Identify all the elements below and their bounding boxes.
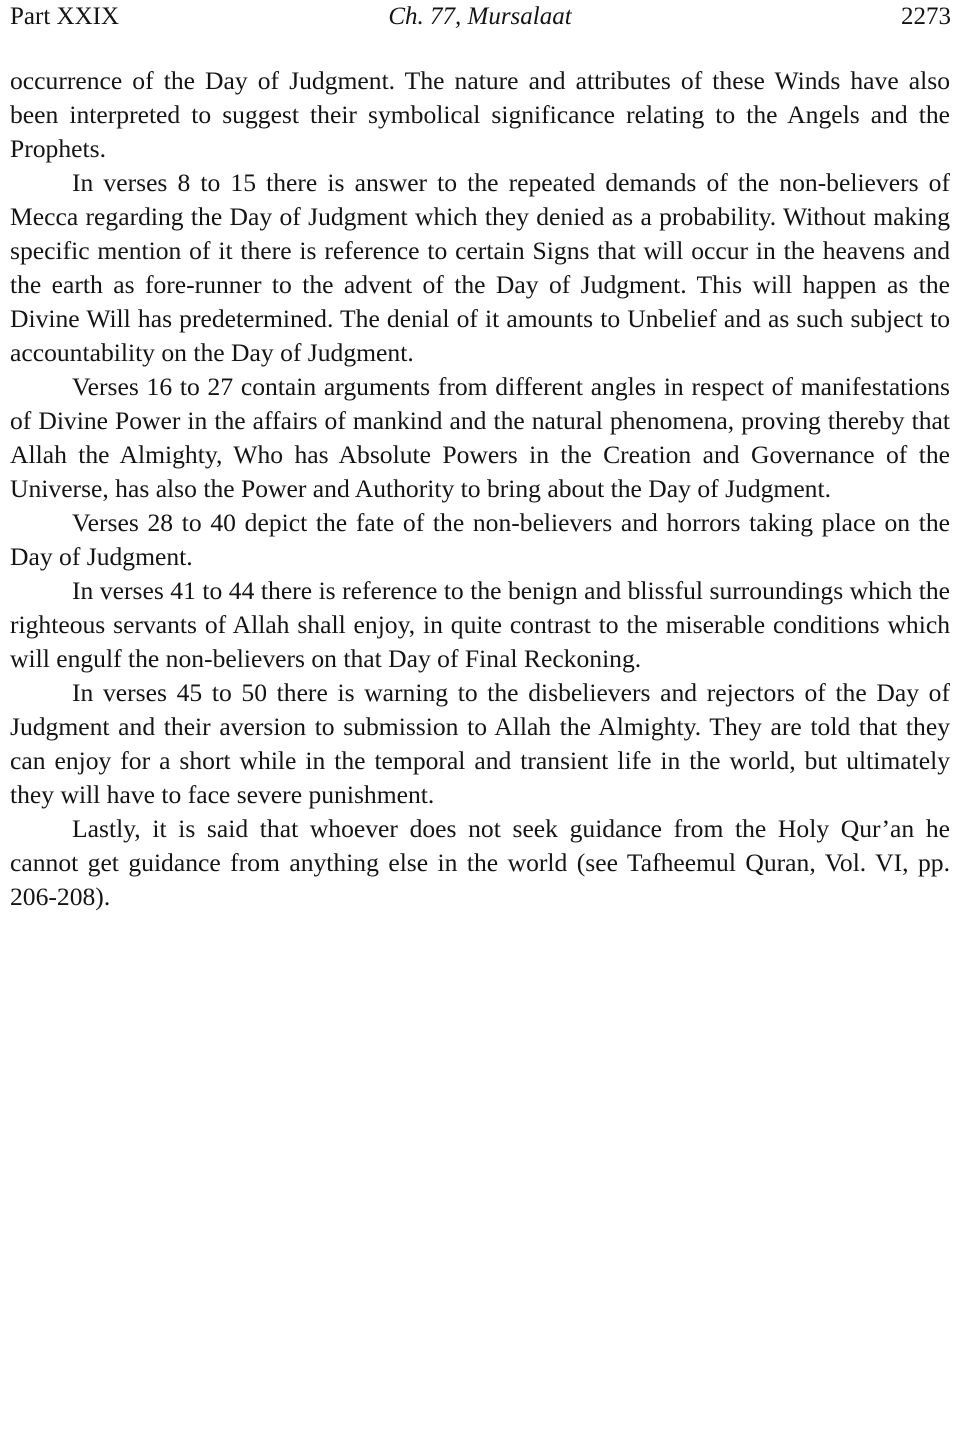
part-label: Part XXIX bbox=[10, 3, 120, 30]
running-header bbox=[10, 0, 950, 34]
paragraph: In verses 8 to 15 there is answer to the repeated demands of the non-believers of Mecca regarding the Day of Judgment which they denied as a probability. Without making specific mention of it there is reference to certain Signs that will occur in the heavens and the earth as fore-runner to the advent of the Day of Judgment. This will happen as the Divine Will has predetermined. The denial of it amounts to Unbelief and as such subject to accountability on the Day of Judgment. bbox=[10, 168, 950, 367]
paragraph: Lastly, it is said that whoever does not seek guidance from the Holy Qur’an he cannot get guidance from anything else in the world (see Tafheemul Quran, Vol. VI, pp. 206-208). bbox=[10, 814, 950, 911]
page-number: 2273 bbox=[901, 3, 951, 30]
chapter-title: Ch. 77, Mursalaat bbox=[388, 3, 572, 30]
paragraph: In verses 45 to 50 there is warning to the disbelievers and rejectors of the Day of Judgment and their aversion to submission to Allah the Almighty. They are told that they can enjoy for a short while in the temporal and transient life in the world, but ultimately they will have to face severe punishment. bbox=[10, 678, 950, 809]
paragraph: In verses 41 to 44 there is reference to the benign and blissful surroundings which the righteous servants of Allah shall enjoy, in quite contrast to the miserable conditions which will engulf the non-believers on that Day of Final Reckoning. bbox=[10, 576, 950, 673]
paragraph: Verses 28 to 40 depict the fate of the non-believers and horrors taking place on the Day of Judgment. bbox=[10, 508, 950, 571]
paragraph: Verses 16 to 27 contain arguments from different angles in respect of manifestations of Divine Power in the affairs of mankind and the natural phenomena, proving thereby that Allah the Almighty, Who has Absolute Powers in the Creation and Governance of the Universe, has also the Power and Authority to bring about the Day of Judgment. bbox=[10, 372, 950, 503]
paragraph-continuation: occurrence of the Day of Judgment. The nature and attributes of these Winds have also been interpreted to suggest their symbolical significance relating to the Angels and the Prophets. bbox=[10, 66, 950, 163]
body-text bbox=[10, 64, 950, 914]
book-page bbox=[10, 0, 950, 914]
